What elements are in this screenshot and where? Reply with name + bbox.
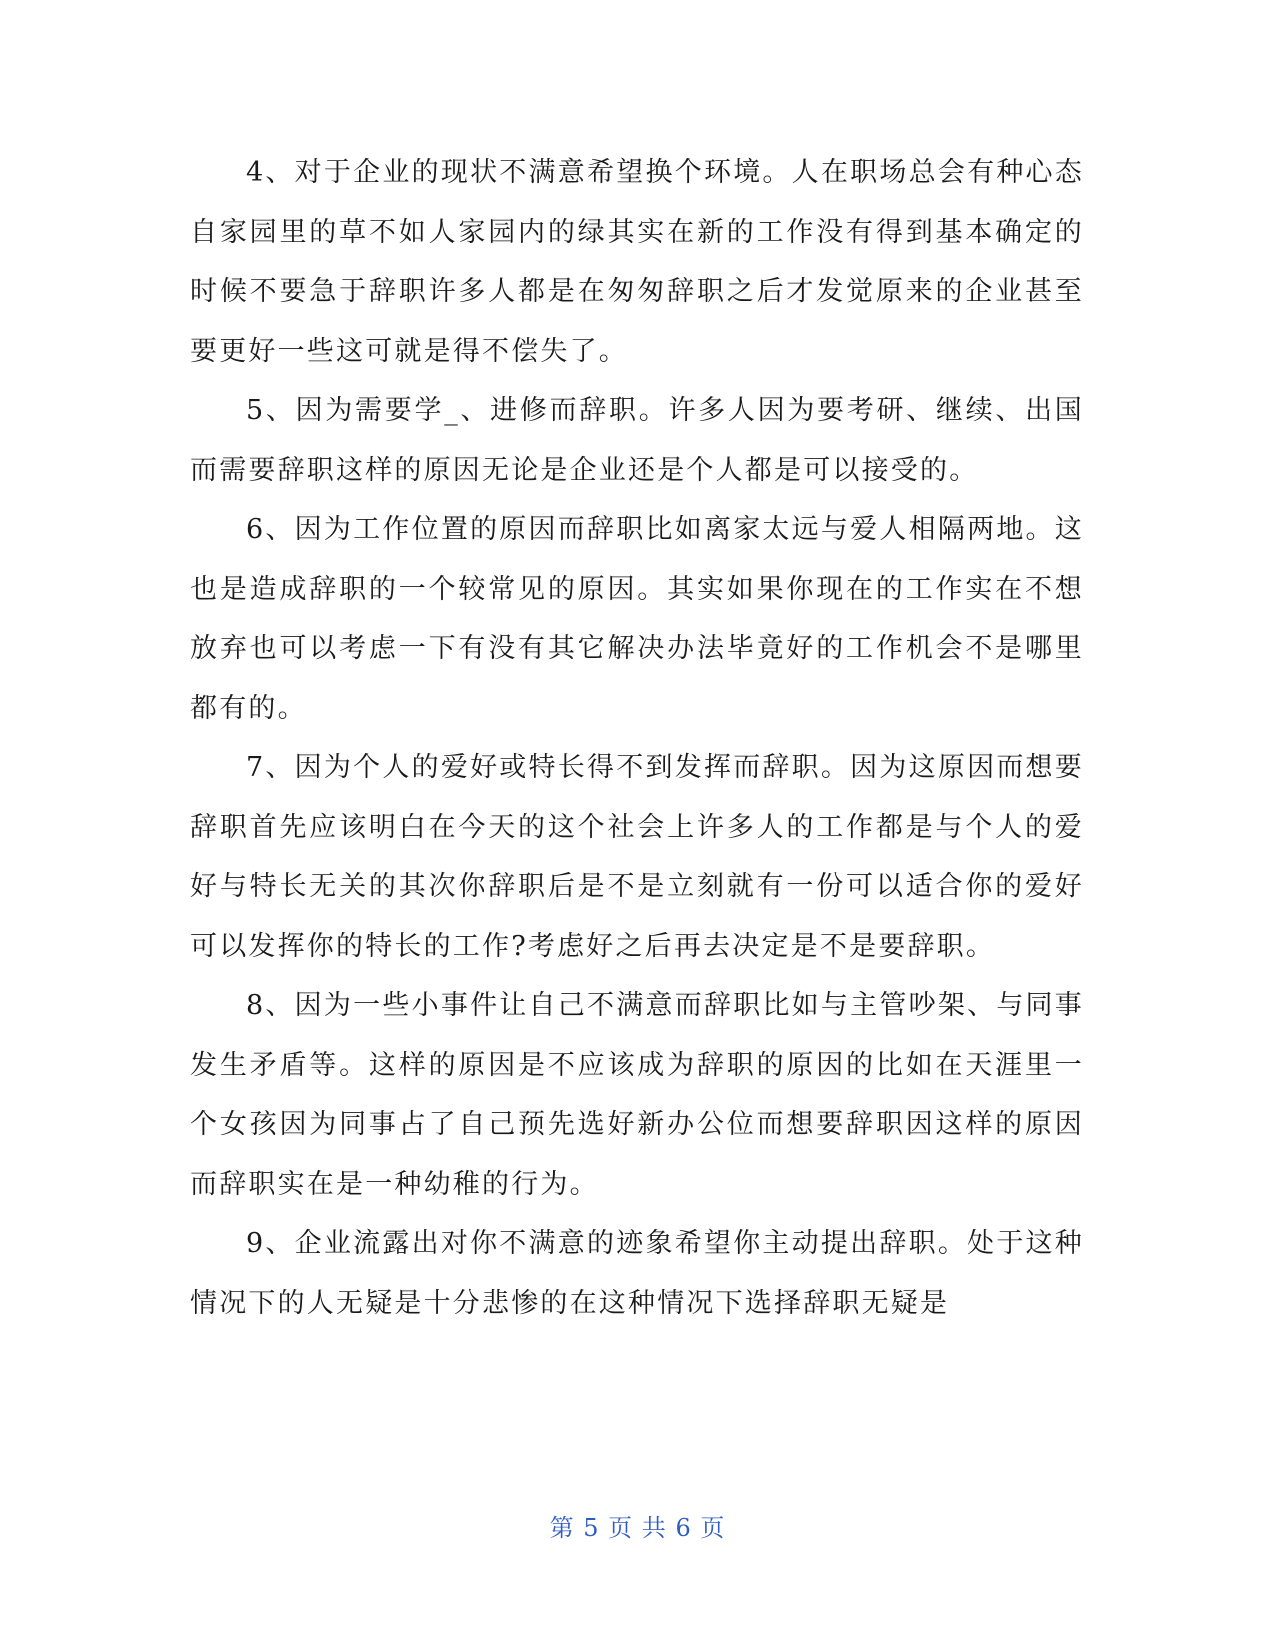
paragraph-4: 4、对于企业的现状不满意希望换个环境。人在职场总会有种心态自家园里的草不如人家园内的绿其实在新的工作没有得到基本确定的时候不要急于辞职许多人都是在匆匆辞职之后才发觉原来的企业甚至要更好一些这可就是得不偿失了。 — [190, 157, 1084, 367]
paragraph-9: 9、企业流露出对你不满意的迹象希望你主动提出辞职。处于这种情况下的人无疑是十分悲惨的在这种情况下选择辞职无疑是 — [190, 1228, 1084, 1319]
paragraph-6: 6、因为工作位置的原因而辞职比如离家太远与爱人相隔两地。这也是造成辞职的一个较常见的原因。其实如果你现在的工作实在不想放弃也可以考虑一下有没有其它解决办法毕竟好的工作机会不是哪里都有的。 — [190, 514, 1084, 724]
paragraph-7: 7、因为个人的爱好或特长得不到发挥而辞职。因为这原因而想要辞职首先应该明白在今天的这个社会上许多人的工作都是与个人的爱好与特长无关的其次你辞职后是不是立刻就有一份可以适合你的爱好可以发挥你的特长的工作?考虑好之后再去决定是不是要辞职。 — [190, 752, 1084, 962]
paragraph-8: 8、因为一些小事件让自己不满意而辞职比如与主管吵架、与同事发生矛盾等。这样的原因是不应该成为辞职的原因的比如在天涯里一个女孩因为同事占了自己预先选好新办公位而想要辞职因这样的原因而辞职实在是一种幼稚的行为。 — [190, 990, 1084, 1200]
paragraph-5: 5、因为需要学_、进修而辞职。许多人因为要考研、继续、出国而需要辞职这样的原因无论是企业还是个人都是可以接受的。 — [190, 395, 1084, 486]
page-footer: 第 5 页 共 6 页 — [549, 1514, 726, 1542]
document-body — [190, 143, 1084, 1333]
